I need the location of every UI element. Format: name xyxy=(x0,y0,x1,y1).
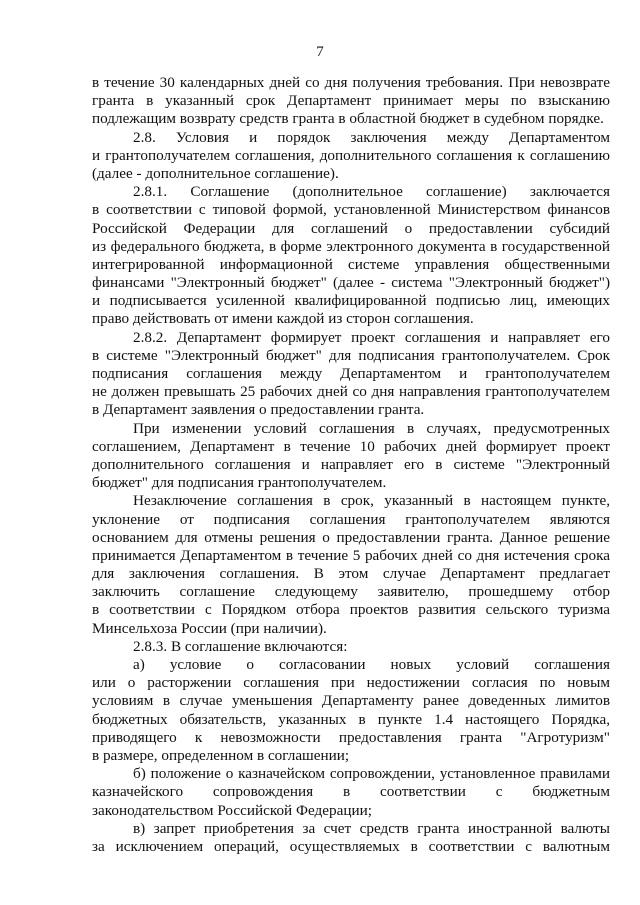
paragraph xyxy=(92,129,610,184)
text-line: в) запрет приобретения за счет средств гранта иностранной валюты xyxy=(133,819,610,837)
text-line: дополнительного соглашения и направляет его в системе "Электронный xyxy=(92,455,610,473)
text-line: 2.8.3. В соглашение включаются: xyxy=(133,637,348,655)
text-line: интегрированной информационной системе управления общественными xyxy=(92,255,610,273)
text-line: условиям в случае уменьшения Департаменту ранее доведенных лимитов xyxy=(92,692,610,710)
text-line: в течение 30 календарных дней со дня получения требования. При невозврате xyxy=(92,74,610,91)
text-line: гранта в указанный срок Департамент принимает меры по взысканию xyxy=(92,92,610,110)
text-line: При изменении условий соглашения в случаях, предусмотренных xyxy=(133,419,610,437)
paragraph xyxy=(92,420,610,493)
text-line: заключить соглашение следующему заявителю, прошедшему отбор xyxy=(92,583,610,601)
paragraph xyxy=(92,765,610,820)
text-line: бюджет" для подписания грантополучателем. xyxy=(92,474,387,492)
text-line: основанием для отмены решения о предоставлении гранта. Данное решение xyxy=(92,528,610,546)
text-line: Незаключение соглашения в срок, указанный в настоящем пункте, xyxy=(133,492,610,510)
text-line: в соответствии с Порядком отбора проектов развития сельского туризма xyxy=(92,601,610,619)
text-line: б) положение о казначейском сопровождении, установленное правилами xyxy=(133,765,610,783)
text-line: в системе "Электронный бюджет" для подписания грантополучателем. Срок xyxy=(92,346,610,364)
text-line: подписания соглашения между Департаментом и грантополучателем xyxy=(92,365,610,382)
text-line: не должен превышать 25 рабочих дней со дня направления грантополучателем xyxy=(92,383,610,401)
document-body xyxy=(92,74,610,856)
text-line: и подписывается усиленной квалифицированной подписью лиц, имеющих xyxy=(92,292,610,310)
text-line: финансами "Электронный бюджет" (далее - система "Электронный бюджет") xyxy=(92,274,610,292)
text-line: а) условие о согласовании новых условий соглашения xyxy=(133,656,610,673)
page-number: 7 xyxy=(316,44,324,60)
text-line: принимается Департаментом в течение 5 рабочих дней со дня истечения срока xyxy=(92,546,610,564)
text-line: право действовать от имени каждой из сторон соглашения. xyxy=(92,310,474,328)
text-line: из федерального бюджета, в форме электронного документа в государственной xyxy=(92,237,610,255)
text-line: бюджетных обязательств, указанных в пункте 1.4 настоящего Порядка, xyxy=(92,710,610,728)
text-line: (далее - дополнительное соглашение). xyxy=(92,164,339,182)
text-line: законодательством Российской Федерации; xyxy=(92,801,372,819)
text-line: за исключением операций, осуществляемых в соответствии с валютным xyxy=(92,837,610,855)
text-line: в размере, определенном в соглашении; xyxy=(92,746,350,764)
paragraph xyxy=(92,329,610,420)
paragraph xyxy=(92,820,610,856)
text-line: 2.8. Условия и порядок заключения между Департаментом xyxy=(133,128,610,146)
text-line: соглашением, Департамент в течение 10 рабочих дней формирует проект xyxy=(92,437,610,455)
paragraph xyxy=(92,183,610,329)
text-line: для заключения соглашения. В этом случае Департамент предлагает xyxy=(92,565,610,583)
text-line: Российской Федерации для соглашений о предоставлении субсидий xyxy=(92,219,610,237)
paragraph xyxy=(92,656,610,765)
text-line: приводящего к невозможности предоставления гранта "Агротуризм" xyxy=(92,728,610,746)
text-line: казначейского сопровождения в соответствии с бюджетным xyxy=(92,783,610,801)
text-line: Минсельхоза России (при наличии). xyxy=(92,619,327,637)
text-line: или о расторжении соглашения при недостижении согласия по новым xyxy=(92,674,610,692)
text-line: в соответствии с типовой формой, установленной Министерством финансов xyxy=(92,201,610,219)
text-line: в Департамент заявления о предоставлении гранта. xyxy=(92,401,425,419)
text-line: 2.8.1. Соглашение (дополнительное соглашение) заключается xyxy=(133,183,610,201)
paragraph xyxy=(92,492,610,638)
paragraph xyxy=(92,74,610,129)
text-line: подлежащим возврату средств гранта в областной бюджет в судебном порядке. xyxy=(92,110,604,128)
text-line: 2.8.2. Департамент формирует проект соглашения и направляет его xyxy=(133,328,610,346)
paragraph xyxy=(92,638,610,656)
text-line: и грантополучателем соглашения, дополнительного соглашения к соглашению xyxy=(92,146,610,164)
text-line: уклонение от подписания соглашения грантополучателем являются xyxy=(92,510,610,528)
